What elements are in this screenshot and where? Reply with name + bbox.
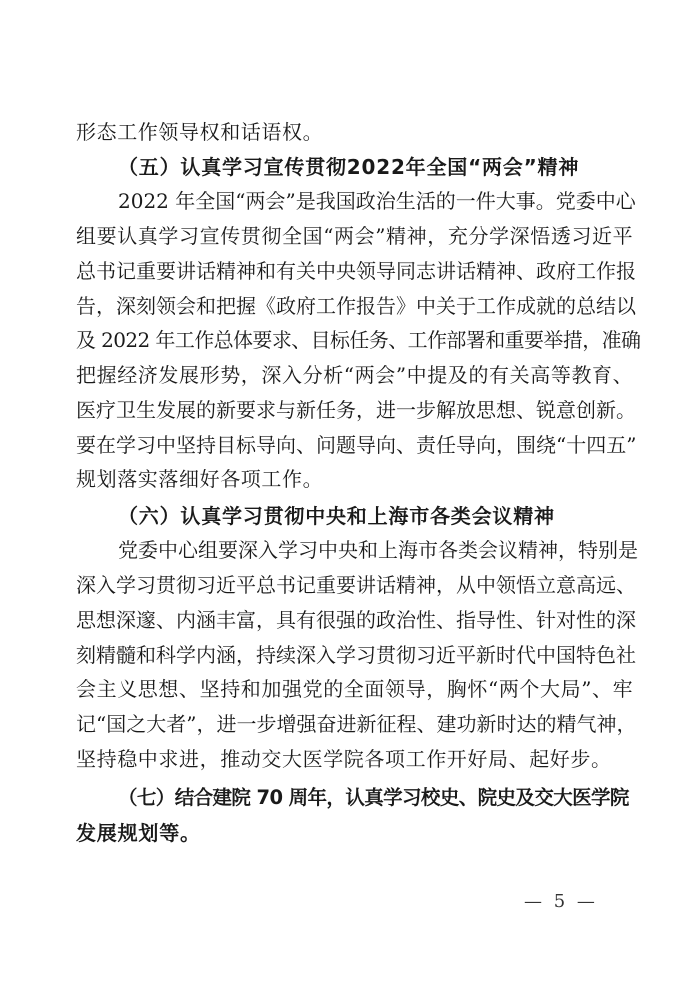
body-text-line: 党委中心组要深入学习中央和上海市各类会议精神，特别是	[118, 538, 638, 562]
body-text-line: 坚持稳中求进，推动交大医学院各项工作开好局、起好步。	[76, 747, 612, 771]
section-heading-6: （六）认真学习贯彻中央和上海市各类会议精神	[118, 504, 555, 528]
body-text-line: 思想深邃、内涵丰富，具有很强的政治性、指导性、针对性的深	[76, 608, 636, 632]
body-text-line: 医疗卫生发展的新要求与新任务，进一步解放思想、锐意创新。	[76, 398, 636, 422]
section-heading-5: （五）认真学习宣传贯彻2022年全国“两会”精神	[118, 155, 580, 179]
body-text-line: 及 2022 年工作总体要求、目标任务、工作部署和重要举措，准确	[76, 328, 641, 352]
body-text-line: 组要认真学习宣传贯彻全国“两会”精神，充分学深悟透习近平	[76, 224, 634, 248]
body-text-line: 2022 年全国“两会”是我国政治生活的一件大事。党委中心	[118, 189, 636, 213]
body-text-line: 深入学习贯彻习近平总书记重要讲话精神，从中领悟立意高远、	[76, 573, 636, 597]
body-text-line: 规划落实落细好各项工作。	[76, 467, 324, 491]
body-text-line: 要在学习中坚持目标导向、问题导向、责任导向，围绕“十四五”	[76, 433, 637, 457]
section-heading-7-continued: 发展规划等。	[76, 821, 201, 845]
body-text-line: 刻精髓和科学内涵，持续深入学习贯彻习近平新时代中国特色社	[76, 643, 636, 667]
body-text-line: 形态工作领导权和话语权。	[76, 120, 324, 144]
body-text-line: 告，深刻领会和把握《政府工作报告》中关于工作成就的总结以	[76, 294, 636, 318]
body-text-line: 会主义思想、坚持和加强党的全面领导，胸怀“两个大局”、牢	[76, 677, 634, 701]
body-text-line: 记“国之大者”，进一步增强奋进新征程、建功新时达的精气神，	[76, 712, 637, 736]
section-heading-7: （七）结合建院 70 周年，认真学习校史、院史及交大医学院	[118, 786, 629, 809]
body-text-line: 把握经济发展形势，深入分析“两会”中提及的有关高等教育、	[76, 363, 634, 387]
body-text-line: 总书记重要讲话精神和有关中央领导同志讲话精神、政府工作报	[76, 259, 636, 283]
page-number: — 5 —	[524, 891, 598, 912]
